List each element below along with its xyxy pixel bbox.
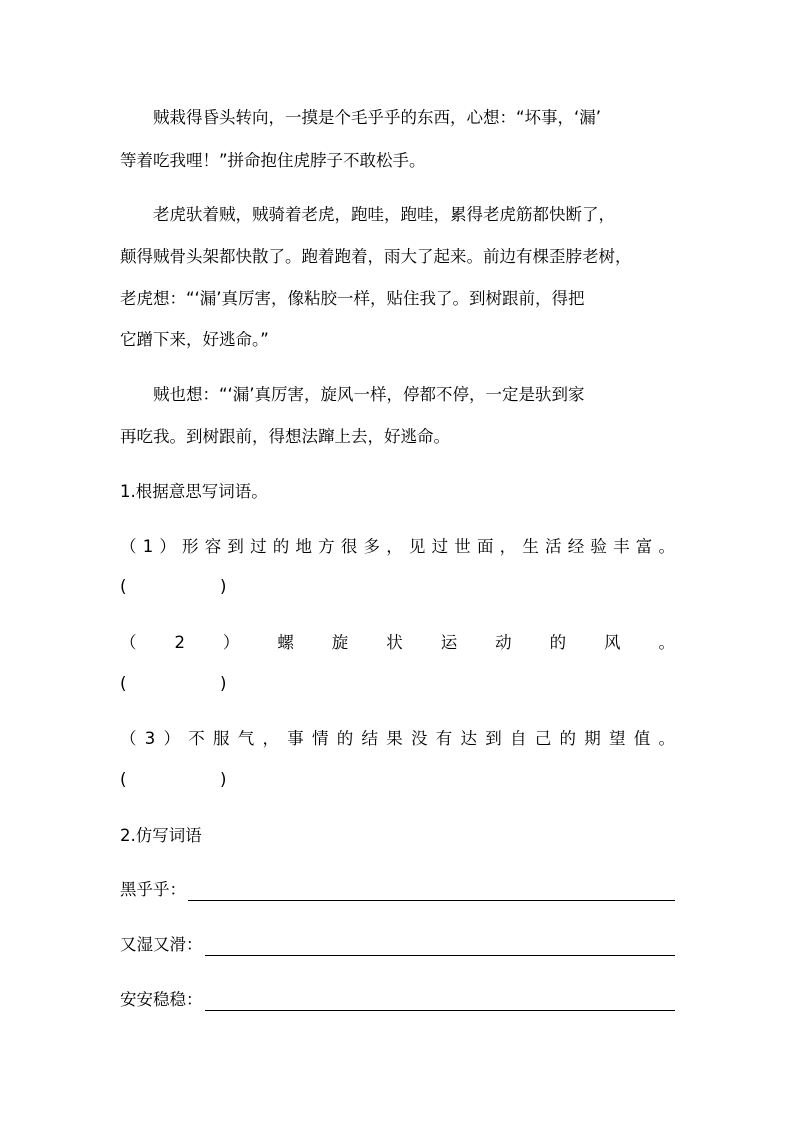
passage-p1-line1: 贼栽得昏头转向，一摸是个毛乎乎的东西，心想：“坏事，‘漏’	[153, 108, 602, 127]
passage-p3-line2: 再吃我。到树跟前，得想法蹿上去，好逃命。	[120, 427, 450, 446]
close-paren: )	[220, 770, 227, 789]
close-paren: )	[220, 577, 227, 596]
passage-p2-line4: 它蹭下来，好逃命。”	[120, 330, 269, 349]
passage-p2-line1: 老虎驮着贼，贼骑着老虎，跑哇，跑哇，累得老虎筋都快断了，	[153, 205, 615, 224]
question-1-item-2: （2）螺旋状运动的风。	[120, 633, 675, 652]
answer-blank-3[interactable]	[120, 769, 240, 791]
fill-label-1: 黑乎乎：	[120, 880, 186, 899]
question-1-item-1: （1）形容到过的地方很多，见过世面，生活经验丰富。	[120, 537, 675, 556]
fill-label-3: 安安稳稳：	[120, 990, 203, 1009]
question-2-title: 2.仿写词语	[120, 826, 202, 845]
open-paren: (	[120, 770, 127, 789]
passage-p2-line2: 颠得贼骨头架都快散了。跑着跑着，雨大了起来。前边有棵歪脖老树，	[120, 247, 632, 266]
passage-p2-line3: 老虎想：“‘漏’真厉害，像粘胶一样，贴住我了。到树跟前，得把	[120, 289, 585, 308]
fill-row-1	[120, 879, 675, 901]
answer-blank-2[interactable]	[120, 673, 240, 695]
fill-line-2[interactable]	[205, 939, 676, 956]
close-paren: )	[220, 674, 227, 693]
answer-blank-1[interactable]	[120, 576, 240, 598]
fill-label-2: 又湿又滑：	[120, 935, 203, 954]
passage-p3-line1: 贼也想：“‘漏’真厉害，旋风一样，停都不停，一定是驮到家	[153, 385, 585, 404]
passage-p1-line2: 等着吃我哩！”拼命抱住虎脖子不敢松手。	[120, 151, 426, 170]
fill-line-3[interactable]	[205, 994, 676, 1011]
fill-row-2	[120, 934, 675, 956]
fill-row-3	[120, 989, 675, 1011]
fill-line-1[interactable]	[188, 884, 675, 901]
open-paren: (	[120, 577, 127, 596]
question-1-title: 1.根据意思写词语。	[120, 482, 268, 501]
question-1-item-3: （3）不服气，事情的结果没有达到自己的期望值。	[120, 729, 675, 748]
open-paren: (	[120, 674, 127, 693]
